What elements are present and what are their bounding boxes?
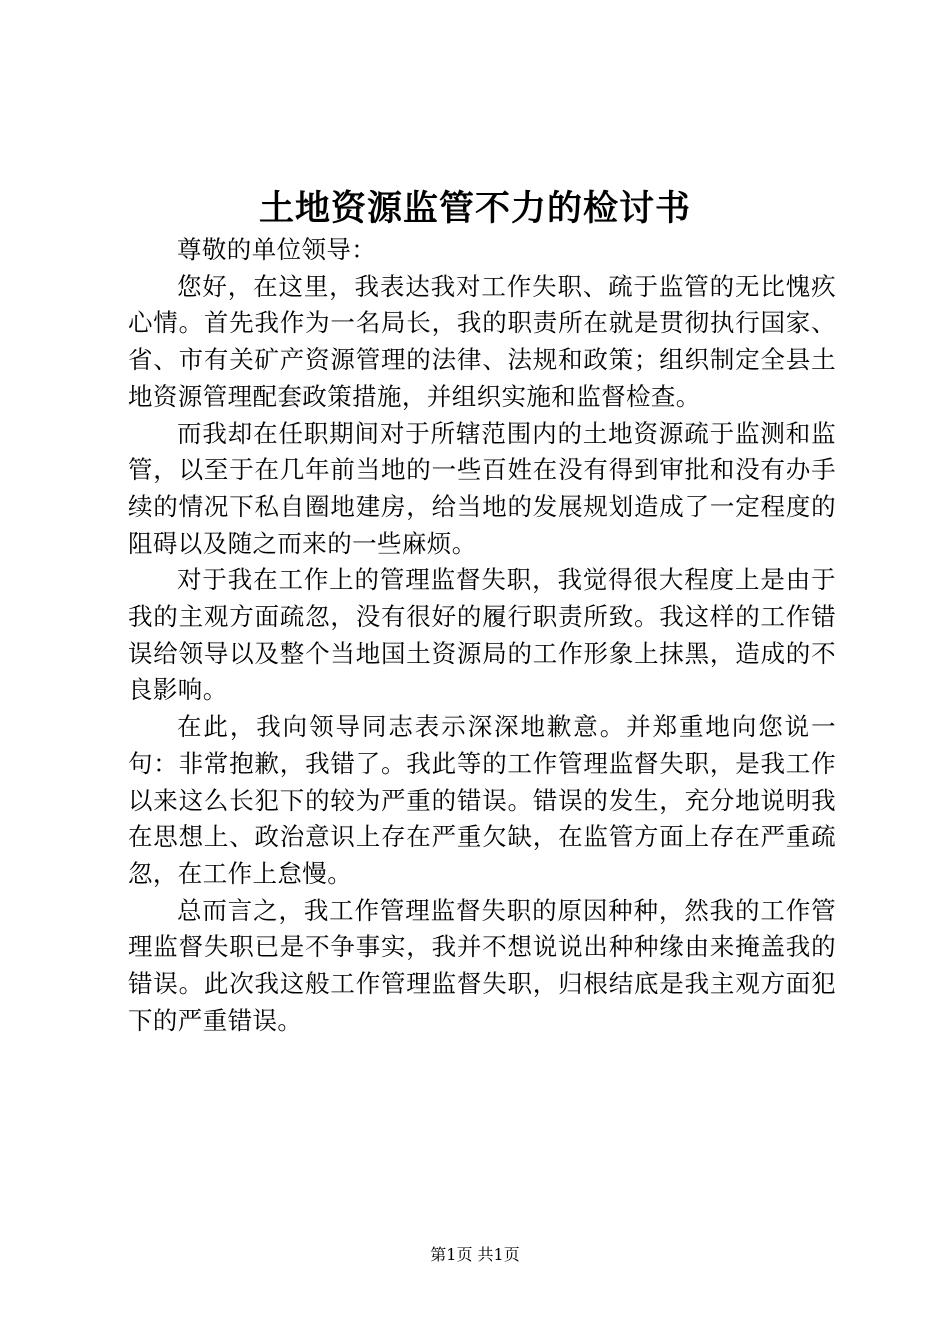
paragraph-1: 您好，在这里，我表达我对工作失职、疏于监管的无比愧疚心情。首先我作为一名局长，我的职责所在就是贯彻执行国家、省、市有关矿产资源管理的法律、法规和政策；组织制定全县土地资源管理配套政策措施，并组织实施和监督检查。 — [128, 271, 836, 411]
paragraph-3: 对于我在工作上的管理监督失职，我觉得很大程度上是由于我的主观方面疏忽，没有很好的履行职责所致。我这样的工作错误给领导以及整个当地国土资源局的工作形象上抹黑，造成的不良影响。 — [128, 565, 836, 705]
document-title: 土地资源监管不力的检讨书 — [258, 188, 691, 229]
salutation: 尊敬的单位领导： — [177, 235, 377, 264]
paragraph-2: 而我却在任职期间对于所辖范围内的土地资源疏于监测和监管，以至于在几年前当地的一些百姓在没有得到审批和没有办手续的情况下私自圈地建房，给当地的发展规划造成了一定程度的阻碍以及随之而来的一些麻烦。 — [128, 418, 836, 558]
paragraph-5: 总而言之，我工作管理监督失职的原因种种，然我的工作管理监督失职已是不争事实，我并不想说说出种种缘由来掩盖我的错误。此次我这般工作管理监督失职，归根结底是我主观方面犯下的严重错误。 — [128, 895, 836, 1035]
document-body — [128, 232, 836, 1039]
page-footer: 第1页 共1页 — [430, 1245, 520, 1264]
paragraph-4: 在此，我向领导同志表示深深地歉意。并郑重地向您说一句：非常抱歉，我错了。我此等的工作管理监督失职，是我工作以来这么长犯下的较为严重的错误。错误的发生，充分地说明我在思想上、政治意识上存在严重欠缺，在监管方面上存在严重疏忽，在工作上怠慢。 — [128, 712, 836, 888]
